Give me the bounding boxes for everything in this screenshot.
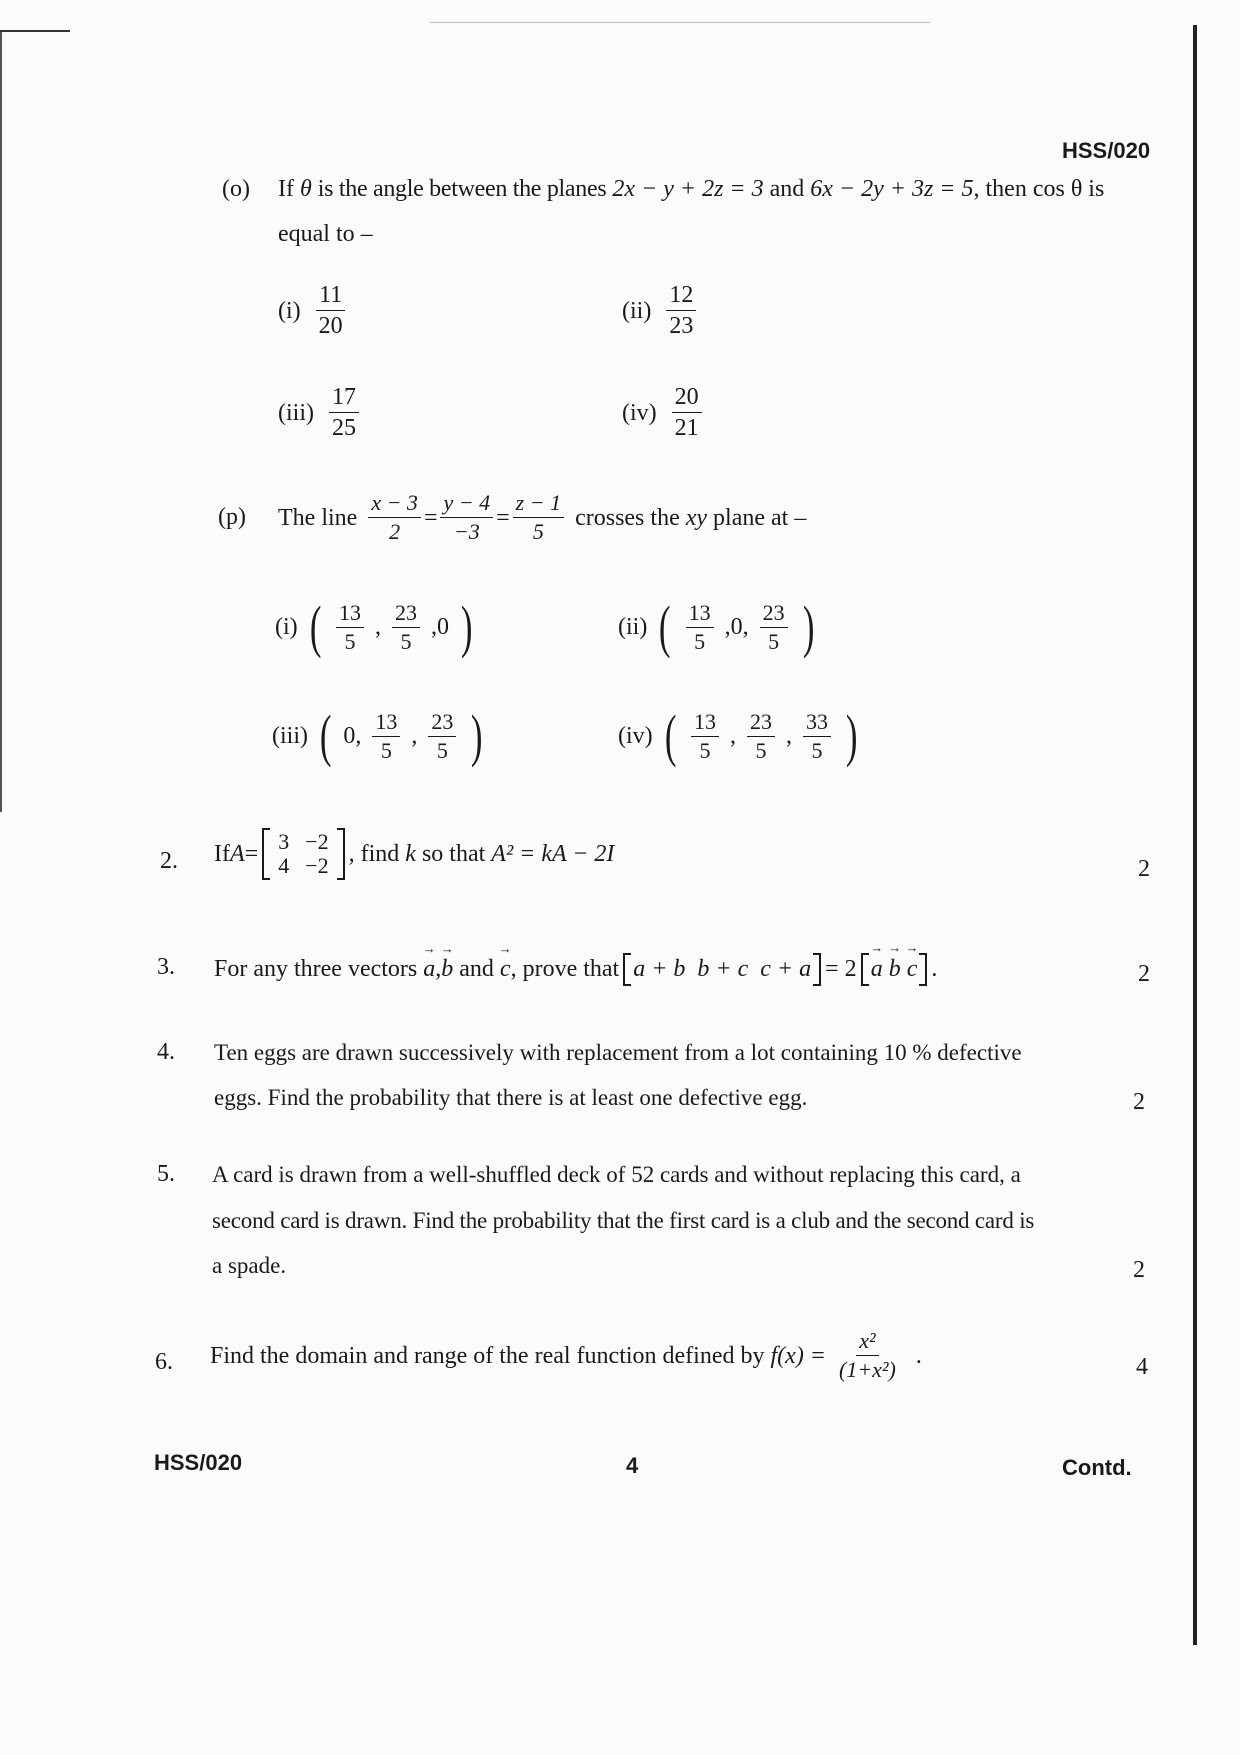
edge-line-right (1193, 25, 1197, 1645)
q5-line2: second card is drawn. Find the probability that the first card is a club and the second card is (212, 1208, 1035, 1233)
q5-line1: A card is drawn from a well-shuffled deck of 52 cards and without replacing this card, a (212, 1162, 1021, 1187)
q-p-label: (p) (218, 504, 246, 530)
q-o-opt-ii: (ii) $\frac{12}{23}$ (622, 283, 699, 338)
q2-number: 2. (160, 848, 178, 874)
header-code: HSS/020 (1062, 138, 1151, 163)
q-p-opt-i: (i) ( $\frac{13}{5}$ , $\frac{23}{5}$ ,0 ) (275, 594, 473, 659)
q4-number: 4. (157, 1039, 175, 1065)
footer-page-number: 4 (626, 1453, 639, 1478)
q-o-line2: equal to – (278, 221, 373, 247)
q2-text: If A = 3 −2 4 −2 , find k so that A² = kA − 2I (214, 829, 615, 878)
q6-number: 6. (155, 1349, 173, 1375)
q-o-label: (o) (222, 176, 250, 202)
q-p-line: The line $\frac{x - 3}{2}$ = $\frac{y - 4}{-3}$ = $\frac{z - 1}{5}$ crosses the xy plane at – (278, 490, 807, 544)
q-p-opt-iv: (iv) ( $\frac{13}{5}$ , $\frac{23}{5}$ , $\frac{33}{5}$ ) (618, 703, 858, 768)
q-o-line1: If θ is the angle between the planes 2x − y + 2z = 3 and 6x − 2y + 3z = 5, then cos θ is (278, 176, 1105, 202)
q6-marks: 4 (1136, 1354, 1148, 1380)
q5-line3: a spade. (212, 1253, 287, 1278)
q-o-opt-iii: (iii) $\frac{17}{25}$ (278, 385, 362, 440)
edge-line-left (0, 32, 2, 812)
q-p-opt-iii: (iii) ( 0, $\frac{13}{5}$ , $\frac{23}{5}$ ) (272, 703, 483, 768)
edge-line-top-mid (430, 22, 930, 23)
q2-matrix: 3 −2 4 −2 (262, 828, 344, 880)
q3-number: 3. (157, 954, 175, 980)
footer-code: HSS/020 (154, 1450, 243, 1475)
q2-marks: 2 (1138, 856, 1150, 882)
q4-line1: Ten eggs are drawn successively with replacement from a lot containing 10 % defective (214, 1040, 1022, 1065)
q6-text: Find the domain and range of the real function defined by f(x) = $\frac{\text{x²}}{\text{(1+x²)}}$ . (210, 1328, 922, 1382)
q5-number: 5. (157, 1161, 175, 1187)
footer-contd: Contd. (1062, 1455, 1132, 1480)
q4-marks: 2 (1133, 1089, 1145, 1115)
q3-box-triple: a + b b + c c + a (623, 953, 821, 986)
q3-box-abc: a → b → c → (861, 953, 928, 986)
q-o-opt-iv: (iv) $\frac{20}{21}$ (622, 385, 705, 440)
q5-marks: 2 (1133, 1257, 1145, 1283)
q4-line2: eggs. Find the probability that there is at least one defective egg. (214, 1085, 808, 1110)
q3-text: For any three vectors a → , b → and c → , prove that a + b b + c c + a = 2 a → b → c → . (214, 953, 937, 986)
q-p-opt-ii: (ii) ( $\frac{13}{5}$ ,0, $\frac{23}{5}$ ) (618, 594, 815, 659)
q3-marks: 2 (1138, 961, 1150, 987)
edge-line-top (0, 30, 70, 32)
q-o-opt-i: (i) $\frac{11}{20}$ (278, 283, 349, 338)
